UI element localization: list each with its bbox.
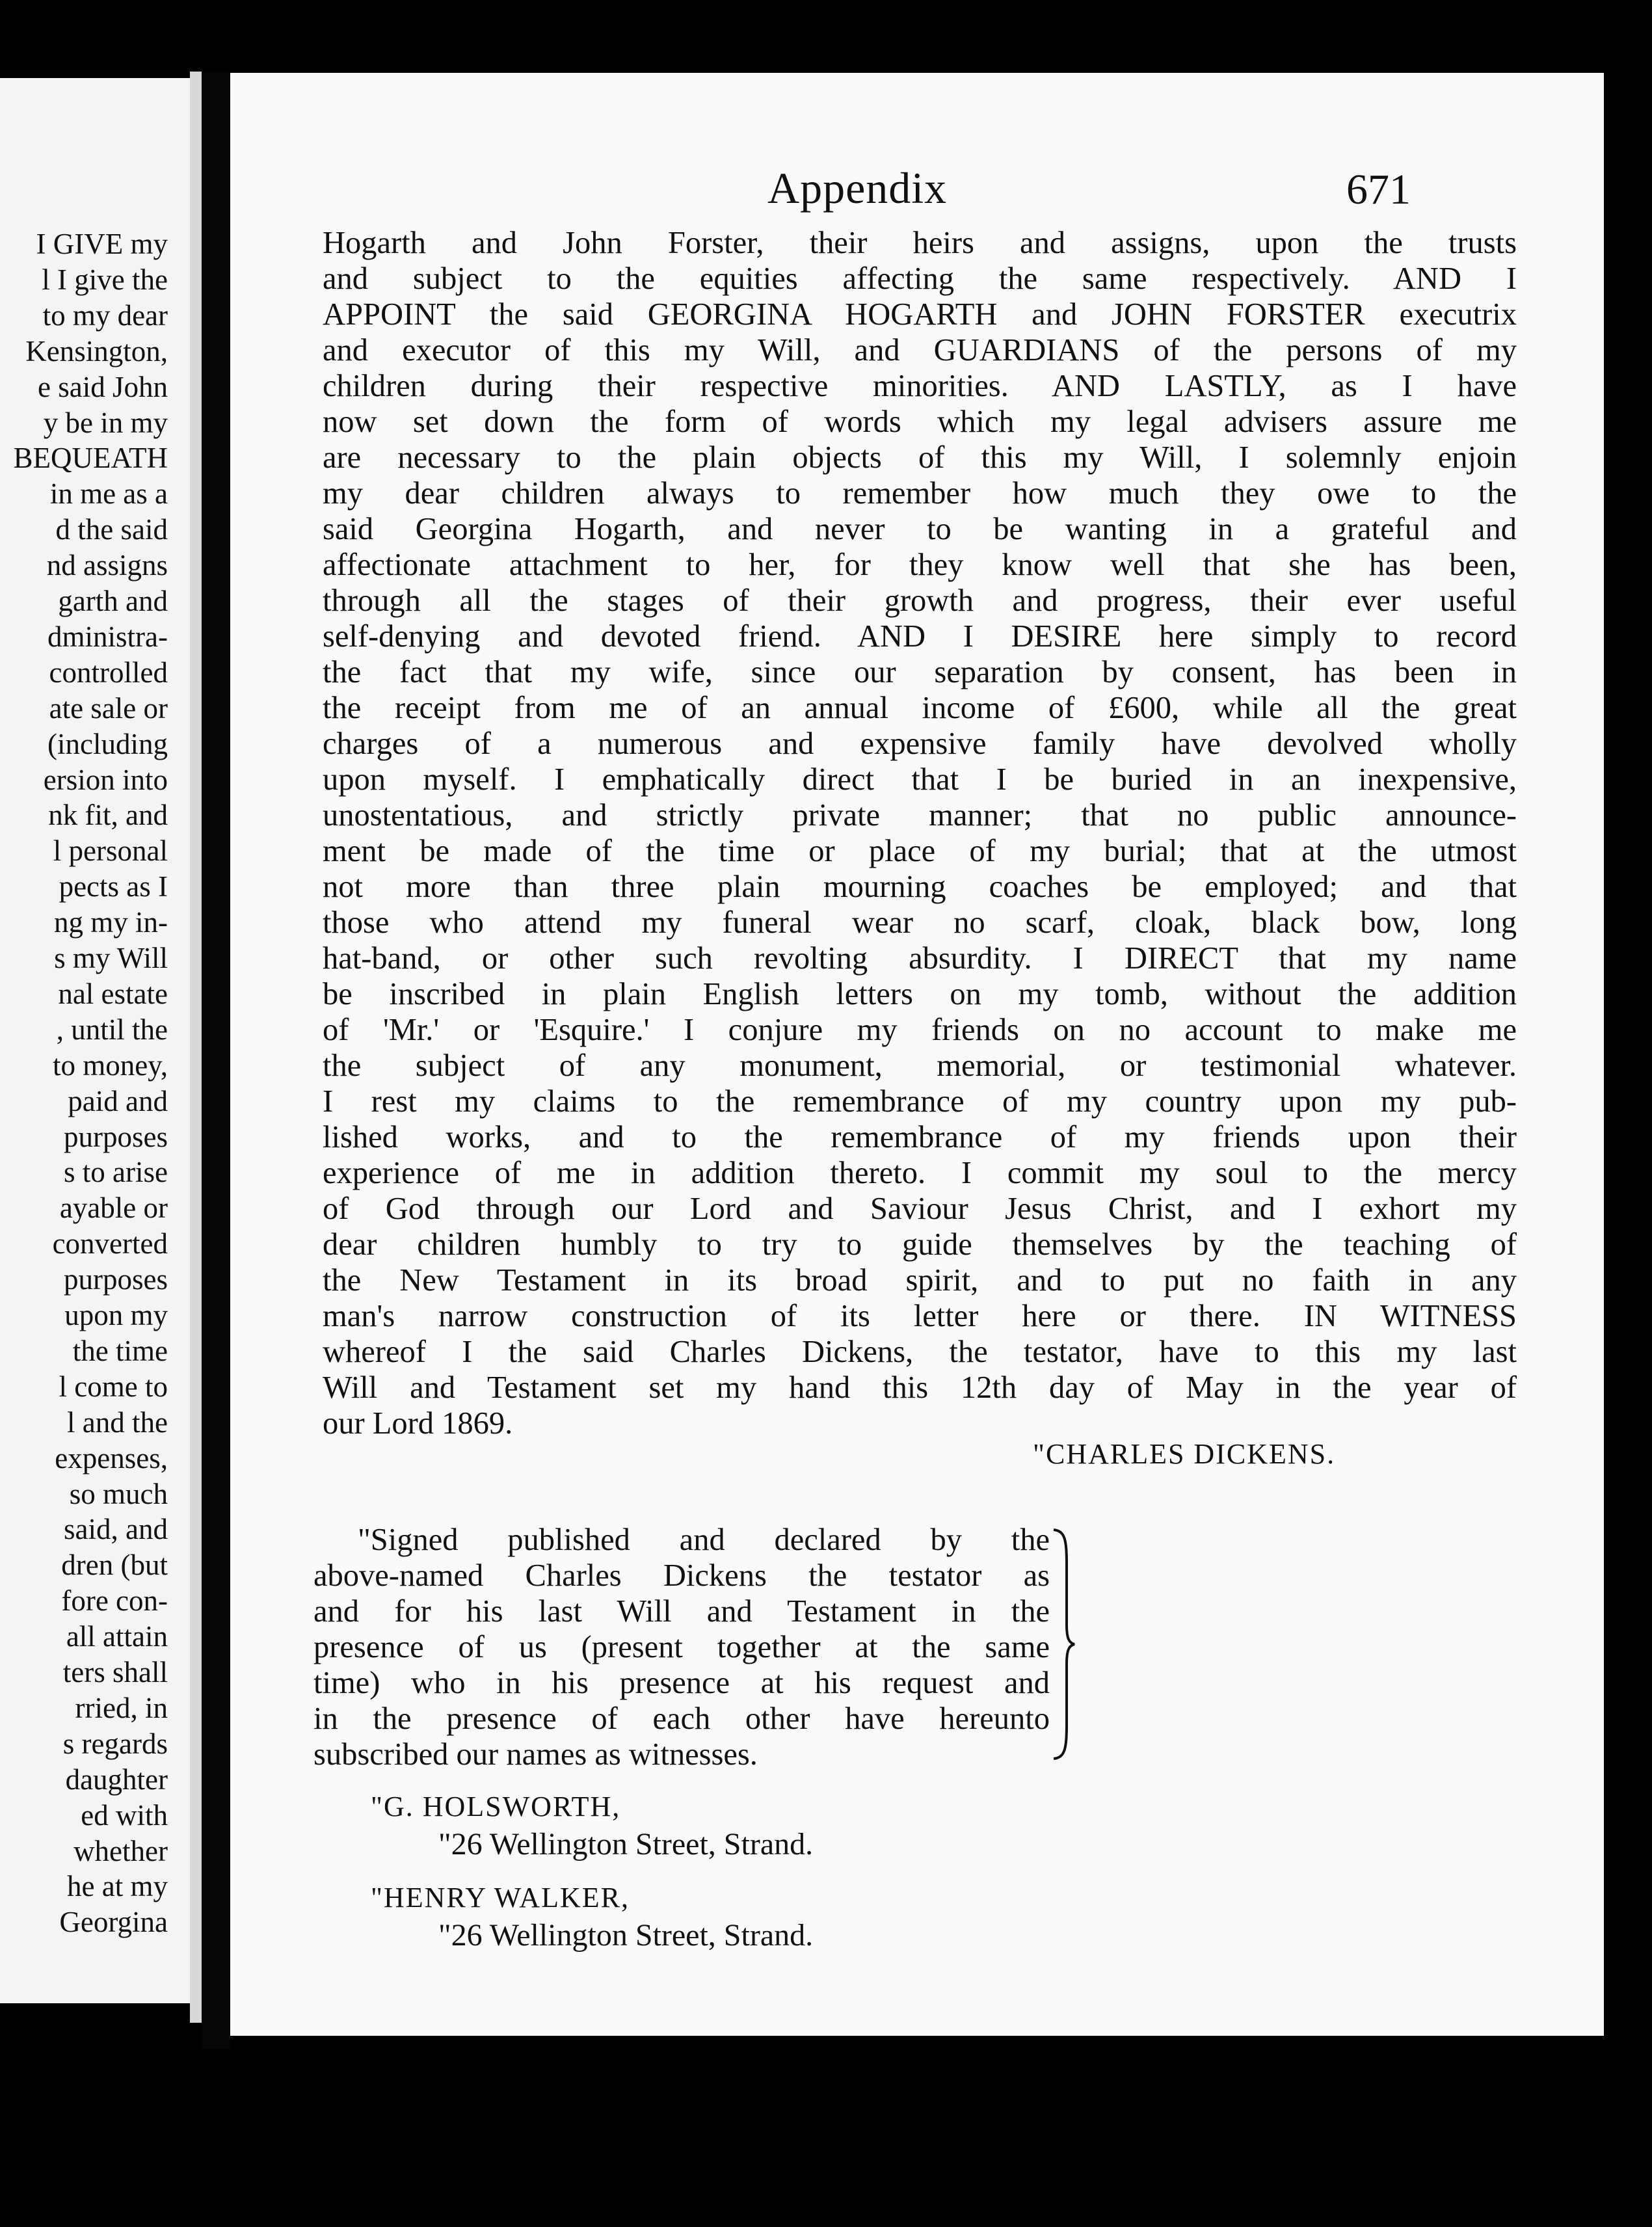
left-page-line: (including: [47, 727, 168, 760]
left-page-line: I GIVE my: [36, 228, 168, 260]
left-page-line: nd assigns: [46, 549, 168, 582]
left-page-line: nal estate: [58, 977, 168, 1010]
body-line: and subject to the equities affecting the same respectively. AND I: [323, 261, 1517, 296]
body-line: man's narrow construction of its letter here or there. IN WITNESS: [323, 1299, 1517, 1333]
attestation-line: subscribed our names as witnesses.: [313, 1737, 758, 1772]
previous-page-fragment: [0, 78, 190, 2003]
left-page-line: s my Will: [54, 942, 168, 974]
left-page-line: so much: [69, 1477, 168, 1510]
left-page-line: all attain: [66, 1620, 168, 1653]
page-671: [230, 73, 1604, 2036]
left-page-line: whether: [73, 1834, 168, 1867]
left-page-line: ate sale or: [49, 691, 168, 725]
left-page-line: rried, in: [75, 1691, 168, 1724]
left-page-line: dministra-: [47, 620, 168, 653]
left-page-line: l I give the: [42, 263, 168, 296]
witness-name: "G. HOLSWORTH,: [371, 1791, 621, 1822]
left-page-line: nk fit, and: [48, 799, 168, 832]
body-line: through all the stages of their growth and progress, their ever useful: [323, 583, 1517, 618]
body-line: affectionate attachment to her, for they know well that she has been,: [323, 548, 1517, 582]
left-page-line: y be in my: [43, 406, 168, 439]
left-page-line: paid and: [68, 1084, 168, 1117]
body-line: children during their respective minorities. AND LASTLY, as I have: [323, 369, 1517, 403]
body-line: APPOINT the said GEORGINA HOGARTH and JOHN FORSTER executrix: [323, 297, 1517, 332]
attestation-line: "Signed published and declared by the: [358, 1523, 1050, 1557]
left-page-line: ayable or: [59, 1192, 168, 1225]
witness-address: "26 Wellington Street, Strand.: [438, 1918, 814, 1953]
body-line: the fact that my wife, since our separation by consent, has been in: [323, 655, 1517, 689]
body-line: now set down the form of words which my legal advisers assure me: [323, 405, 1517, 439]
body-line: dear children humbly to try to guide themselves by the teaching of: [323, 1227, 1517, 1262]
left-page-line: ng my in-: [54, 906, 168, 939]
left-page-line: controlled: [49, 656, 168, 689]
body-line: our Lord 1869.: [323, 1406, 513, 1441]
body-line: experience of me in addition thereto. I commit my soul to the mercy: [323, 1156, 1517, 1190]
left-page-line: ters shall: [62, 1656, 168, 1688]
left-page-line: the time: [72, 1334, 168, 1367]
body-line: my dear children always to remember how much they owe to the: [323, 476, 1517, 511]
attestation-line: above-named Charles Dickens the testator as: [313, 1558, 1050, 1593]
body-line: Hogarth and John Forster, their heirs and assigns, upon the trusts: [323, 226, 1517, 260]
left-page-line: purposes: [64, 1120, 168, 1153]
left-page-line: BEQUEATH: [13, 442, 168, 475]
body-line: said Georgina Hogarth, and never to be wanting in a grateful and: [323, 512, 1517, 546]
body-line: self-denying and devoted friend. AND I DESIRE here simply to record: [323, 619, 1517, 654]
left-page-line: daughter: [65, 1763, 168, 1796]
witness-address: "26 Wellington Street, Strand.: [438, 1827, 814, 1861]
left-page-line: in me as a: [49, 477, 168, 511]
left-page-line: converted: [52, 1227, 168, 1260]
left-page-line: , until the: [56, 1013, 168, 1046]
body-line: of God through our Lord and Saviour Jesus Christ, and I exhort my: [323, 1192, 1517, 1226]
left-page-line: upon my: [64, 1299, 168, 1331]
left-page-line: l personal: [53, 834, 168, 868]
left-page-line: ed with: [81, 1798, 168, 1832]
attestation-line: in the presence of each other have hereunto: [313, 1701, 1050, 1736]
body-line: hat-band, or other such revolting absurdity. I DIRECT that my name: [323, 941, 1517, 976]
left-page-line: to my dear: [42, 299, 168, 332]
body-line: not more than three plain mourning coaches be employed; and that: [323, 870, 1517, 904]
left-page-line: l come to: [59, 1370, 168, 1403]
attestation-line: time) who in his presence at his request and: [313, 1666, 1050, 1700]
body-line: and executor of this my Will, and GUARDIANS of the persons of my: [323, 333, 1517, 367]
body-line: the New Testament in its broad spirit, and to put no faith in any: [323, 1263, 1517, 1298]
body-line: are necessary to the plain objects of this my Will, I solemnly enjoin: [323, 440, 1517, 475]
left-page-line: Georgina: [59, 1906, 168, 1939]
left-page-line: garth and: [58, 585, 168, 617]
witness-name: "HENRY WALKER,: [371, 1882, 630, 1914]
left-page-line: fore con-: [61, 1584, 168, 1618]
left-page-line: he at my: [67, 1870, 168, 1903]
left-page-line: said, and: [64, 1513, 168, 1546]
left-page-line: purposes: [64, 1263, 168, 1296]
body-line: of 'Mr.' or 'Esquire.' I conjure my friends on no account to make me: [323, 1013, 1517, 1047]
body-line: I rest my claims to the remembrance of my country upon my pub-: [323, 1084, 1517, 1119]
brace-icon: [1051, 1527, 1077, 1761]
left-page-line: e said John: [38, 370, 168, 403]
attestation-line: presence of us (present together at the same: [313, 1630, 1050, 1664]
testator-signature: "CHARLES DICKENS.: [1033, 1438, 1336, 1470]
left-page-line: pects as I: [59, 870, 168, 903]
left-page-line: l and the: [67, 1406, 168, 1439]
left-page-line: expenses,: [55, 1441, 168, 1474]
body-line: Will and Testament set my hand this 12th day of May in the year of: [323, 1370, 1517, 1405]
running-head: Appendix: [767, 163, 948, 213]
book-spine-edge: [190, 72, 202, 2023]
body-line: the subject of any monument, memorial, or testimonial whatever.: [323, 1048, 1517, 1083]
left-page-line: to money,: [52, 1048, 168, 1082]
body-line: be inscribed in plain English letters on my tomb, without the addition: [323, 977, 1517, 1011]
body-line: lished works, and to the remembrance of my friends upon their: [323, 1120, 1517, 1154]
body-line: whereof I the said Charles Dickens, the testator, have to this my last: [323, 1335, 1517, 1369]
left-page-line: dren (but: [61, 1549, 168, 1582]
left-page-line: s to arise: [64, 1156, 168, 1189]
left-page-line: s regards: [62, 1727, 168, 1760]
left-page-line: ersion into: [43, 763, 168, 796]
body-line: ment be made of the time or place of my burial; that at the utmost: [323, 834, 1517, 868]
body-line: unostentatious, and strictly private manner; that no public announce-: [323, 798, 1517, 833]
left-page-line: d the said: [55, 513, 168, 546]
book-gutter: [202, 72, 230, 2049]
page-number: 671: [1346, 166, 1411, 213]
body-line: charges of a numerous and expensive family have devolved wholly: [323, 727, 1517, 761]
attestation-line: and for his last Will and Testament in the: [313, 1594, 1050, 1629]
body-line: upon myself. I emphatically direct that I be buried in an inexpensive,: [323, 762, 1517, 797]
body-line: the receipt from me of an annual income of £600, while all the great: [323, 691, 1517, 725]
body-line: those who attend my funeral wear no scarf, cloak, black bow, long: [323, 905, 1517, 940]
left-page-line: Kensington,: [25, 334, 168, 367]
